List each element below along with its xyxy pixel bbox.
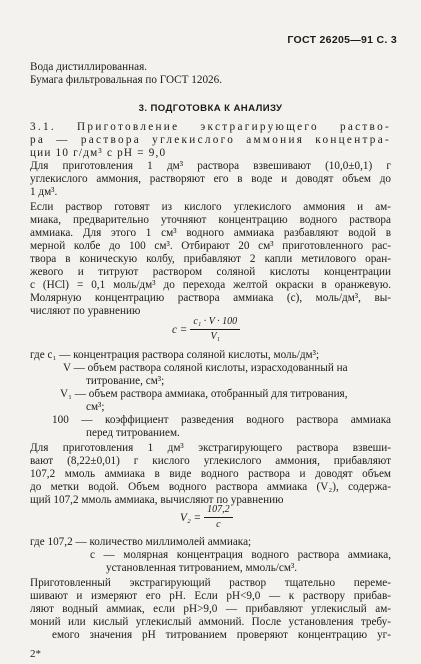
paragraph-line: Приготовленный экстрагирующий раствор тщательно переме- bbox=[30, 577, 391, 589]
page-signature-mark: 2* bbox=[30, 648, 41, 660]
clause-3-1-line: ра — раствора углекислого аммония концентра- bbox=[30, 134, 391, 146]
paragraph-line: 1 дм³. bbox=[30, 186, 58, 198]
formula-denominator: c bbox=[216, 519, 221, 530]
page-header: ГОСТ 26205—91 С. 3 bbox=[287, 34, 397, 46]
legend-line: установленная титрованием, ммоль/см³. bbox=[106, 562, 298, 574]
clause-3-1-line: 3.1. Приготовление экстрагирующего раство- bbox=[30, 121, 391, 133]
clause-3-1-line: ции 10 г/дм³ с рН = 9,0 bbox=[30, 147, 167, 159]
paragraph-line: шивают и измеряют его рН. Если рН<9,0 — к раствору прибав- bbox=[30, 590, 391, 602]
legend-line: V — объем раствора соляной кислоты, израсходованный на bbox=[63, 362, 348, 374]
paragraph-line: аммиака. Для этого 1 см³ водного аммиака разбавляют водой в bbox=[30, 227, 391, 239]
formula-volume bbox=[180, 504, 233, 531]
paragraph-line: 107,2 ммоль аммиака в виде водного раствора и доводят объем bbox=[30, 468, 391, 480]
section-heading: 3. ПОДГОТОВКА К АНАЛИЗУ bbox=[138, 103, 283, 114]
legend-line: см³; bbox=[86, 401, 105, 413]
paragraph-line: вают (8,22±0,01) г кислого углекислого аммония, прибавляют bbox=[30, 455, 391, 467]
paragraph-line: моний или кислый углекислый аммоний. После установления требу- bbox=[30, 616, 391, 628]
legend-line: 100 — коэффициент разведения водного раствора аммиака bbox=[52, 414, 391, 426]
legend-line: где c₁ — концентрация раствора соляной кислоты, моль/дм³; bbox=[30, 349, 320, 361]
paragraph-line: мерной колбе до 100 см³. Отбирают 20 см³ приготовленного рас- bbox=[30, 240, 391, 252]
legend-line: V₁ — объем раствора аммиака, отобранный для титрования, bbox=[60, 388, 348, 400]
formula-fraction bbox=[204, 504, 233, 531]
paragraph-line: твора в коническую колбу, прибавляют 2 капли метилового оран- bbox=[30, 253, 391, 265]
formula-lhs: V₂ = bbox=[180, 511, 202, 524]
formula-lhs: c = bbox=[172, 323, 188, 336]
legend-line: перед титрованием. bbox=[86, 427, 180, 439]
formula-concentration bbox=[172, 316, 240, 343]
paragraph-line: числяют по уравнению bbox=[30, 305, 141, 317]
legend-line: титрование, см³; bbox=[86, 375, 165, 387]
paragraph-line: до метки водой. Объем водного раствора аммиака (V₂), содержа- bbox=[30, 481, 391, 493]
paragraph-line: Для приготовления 1 дм³ экстрагирующего раствора взвеши- bbox=[30, 442, 391, 454]
paragraph-line: емого значения рН титрованием проверяют концентрацию уг- bbox=[52, 629, 391, 641]
paragraph-line: щий 107,2 ммоль аммиака, вычисляют по уравнению bbox=[30, 494, 284, 506]
formula-numerator: c₁ · V · 100 bbox=[190, 316, 240, 330]
formula-fraction bbox=[190, 316, 240, 343]
paragraph-line: c (HCl) = 0,1 моль/дм³ до перехода желтой окраски в оранжевую. bbox=[30, 279, 391, 291]
formula-denominator: V₁ bbox=[210, 331, 221, 342]
paragraph-line: ляют водный аммиак, если рН>9,0 — прибавляют углекислый ам- bbox=[30, 603, 391, 615]
legend-line: c — молярная концентрация водного раствора аммиака, bbox=[90, 549, 391, 561]
material-line: Вода дистиллированная. bbox=[30, 61, 148, 73]
paragraph-line: миака, предварительно уточняют концентрацию водного раствора bbox=[30, 214, 391, 226]
paragraph-line: Если раствор готовят из кислого углекислого аммония и ам- bbox=[30, 201, 391, 213]
material-line: Бумага фильтровальная по ГОСТ 12026. bbox=[30, 74, 223, 86]
paragraph-line: углекислого аммония, растворяют его в воде и доводят объем до bbox=[30, 173, 391, 185]
paragraph-line: Для приготовления 1 дм³ раствора взвешивают (10,0±0,1) г bbox=[30, 160, 391, 172]
paragraph-line: жевого и титруют раствором соляной кислоты концентрации bbox=[30, 266, 391, 278]
paragraph-line: Молярную концентрацию раствора аммиака (c), моль/дм³, вы- bbox=[30, 292, 391, 304]
legend-line: где 107,2 — количество миллимолей аммиака; bbox=[30, 536, 252, 548]
formula-numerator: 107,2 bbox=[204, 504, 233, 518]
